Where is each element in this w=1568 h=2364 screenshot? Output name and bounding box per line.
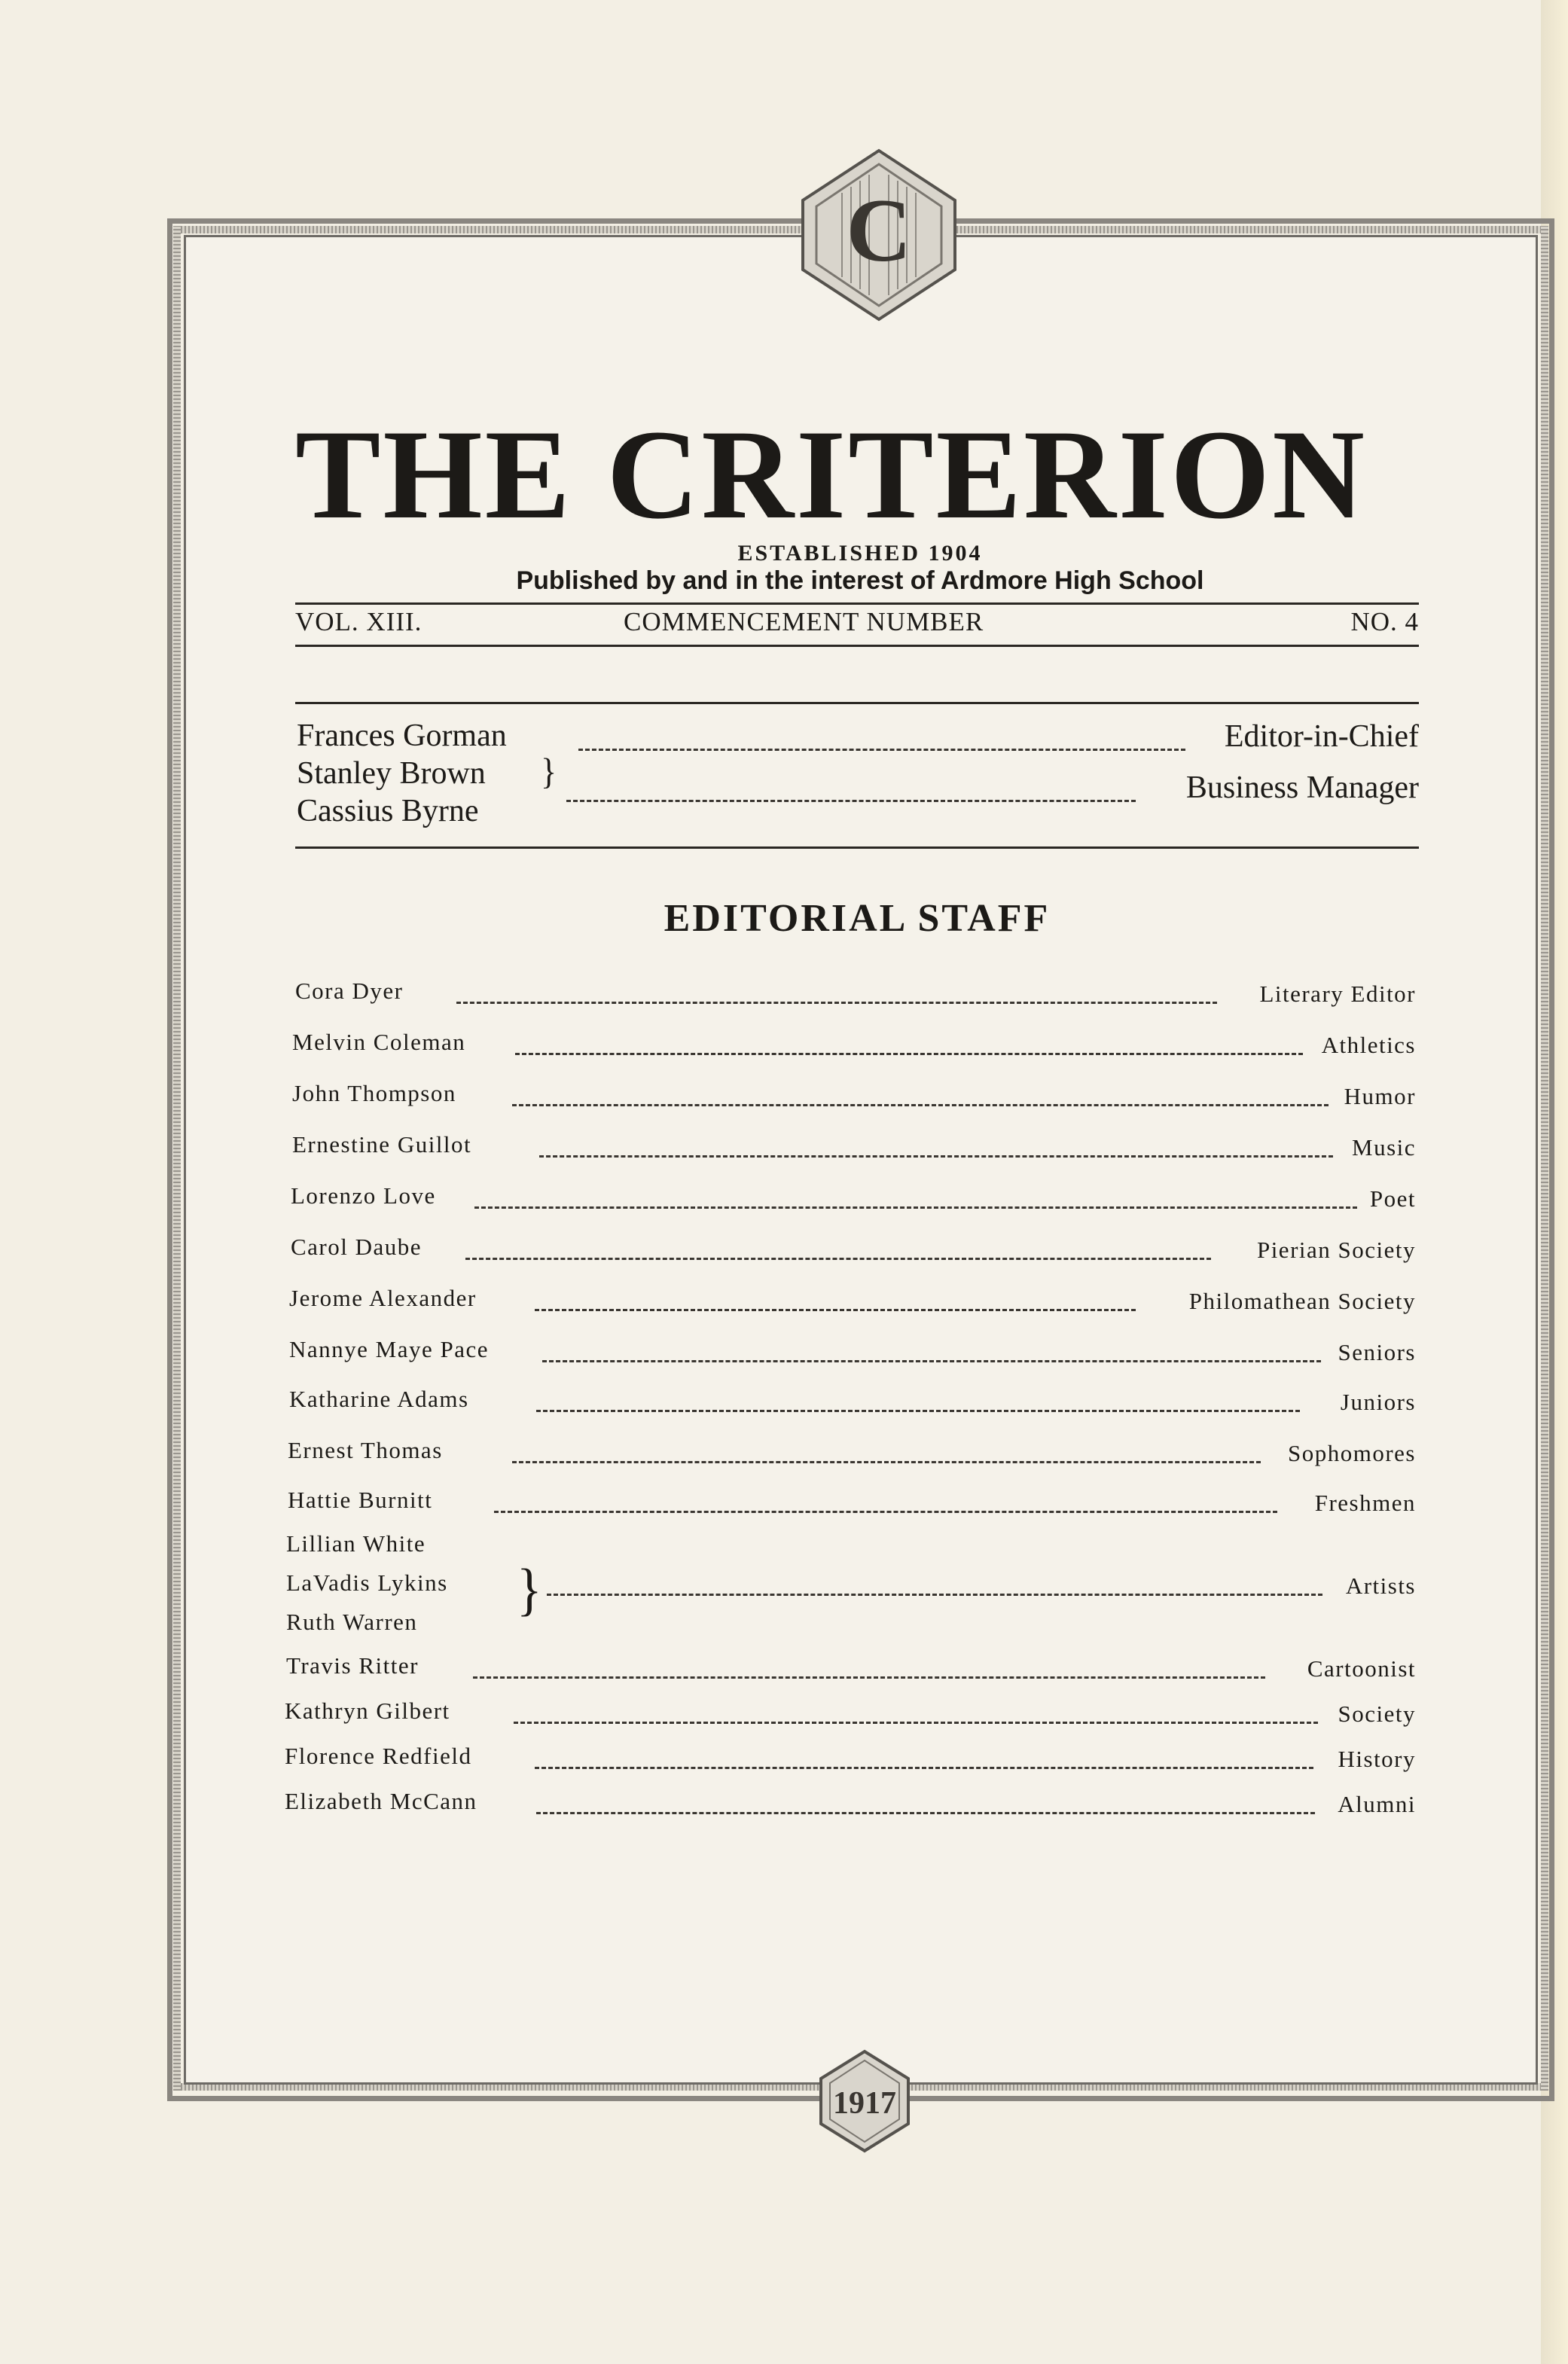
staff-name: Ruth Warren bbox=[286, 1609, 418, 1635]
officer-name: Frances Gorman bbox=[297, 718, 507, 753]
leader-dots bbox=[474, 1206, 1357, 1209]
published-line: Published by and in the interest of Ardmore High School bbox=[516, 566, 1204, 595]
page-title: THE CRITERION bbox=[295, 404, 1367, 545]
staff-name: Cora Dyer bbox=[295, 978, 404, 1004]
staff-role: Literary Editor bbox=[1259, 981, 1416, 1007]
leader-dots bbox=[536, 1812, 1315, 1814]
leader-dots bbox=[535, 1767, 1313, 1769]
staff-name: LaVadis Lykins bbox=[286, 1569, 448, 1596]
issue-info-row bbox=[295, 607, 1419, 640]
staff-name: Ernest Thomas bbox=[288, 1437, 443, 1463]
frame-hatch-right bbox=[1541, 226, 1548, 2091]
staff-role: Cartoonist bbox=[1307, 1655, 1416, 1682]
officer-role: Editor-in-Chief bbox=[1224, 719, 1419, 754]
staff-role: Sophomores bbox=[1288, 1440, 1416, 1466]
frame-hatch-left bbox=[173, 226, 181, 2091]
staff-role: Athletics bbox=[1321, 1032, 1416, 1058]
staff-name: Melvin Coleman bbox=[292, 1029, 466, 1055]
volume-label: VOL. XIII. bbox=[295, 607, 423, 636]
staff-name: John Thompson bbox=[292, 1080, 456, 1106]
staff-role: Poet bbox=[1369, 1185, 1416, 1212]
leader-dots bbox=[566, 800, 1136, 802]
staff-role: Society bbox=[1338, 1701, 1416, 1727]
leader-dots bbox=[542, 1360, 1321, 1362]
leader-dots bbox=[512, 1104, 1329, 1106]
leader-dots bbox=[547, 1594, 1322, 1596]
staff-role: Artists bbox=[1345, 1572, 1416, 1599]
svg-text:1917: 1917 bbox=[833, 2086, 896, 2121]
staff-name: Lorenzo Love bbox=[291, 1182, 436, 1209]
staff-name: Jerome Alexander bbox=[289, 1285, 477, 1311]
officer-role: Business Manager bbox=[1185, 770, 1419, 805]
brace-icon: } bbox=[541, 751, 557, 792]
staff-name: Katharine Adams bbox=[289, 1386, 469, 1412]
staff-name: Travis Ritter bbox=[286, 1652, 419, 1679]
leader-dots bbox=[514, 1722, 1318, 1724]
leader-dots bbox=[473, 1676, 1265, 1679]
staff-role: Philomathean Society bbox=[1188, 1288, 1416, 1314]
leader-dots bbox=[515, 1053, 1303, 1055]
staff-name: Elizabeth McCann bbox=[285, 1788, 477, 1814]
year-emblem-icon bbox=[816, 2048, 913, 2154]
staff-role: History bbox=[1338, 1746, 1416, 1772]
leader-dots bbox=[536, 1410, 1300, 1412]
leader-dots bbox=[535, 1309, 1136, 1311]
staff-name: Kathryn Gilbert bbox=[285, 1698, 450, 1724]
staff-role: Pierian Society bbox=[1256, 1237, 1416, 1263]
officers-rule-top bbox=[295, 702, 1419, 704]
staff-name: Ernestine Guillot bbox=[292, 1131, 472, 1158]
staff-name: Hattie Burnitt bbox=[288, 1487, 433, 1513]
staff-role: Seniors bbox=[1338, 1339, 1416, 1365]
officers-rule-bottom bbox=[295, 846, 1419, 849]
issue-title: COMMENCEMENT NUMBER bbox=[624, 607, 984, 636]
staff-role: Freshmen bbox=[1314, 1490, 1416, 1516]
issue-number: NO. 4 bbox=[1350, 607, 1419, 636]
leader-dots bbox=[539, 1155, 1333, 1158]
staff-name: Florence Redfield bbox=[285, 1743, 472, 1769]
staff-role: Music bbox=[1352, 1134, 1416, 1161]
staff-role: Humor bbox=[1344, 1083, 1416, 1109]
officer-name: Cassius Byrne bbox=[297, 794, 479, 828]
brace-icon: } bbox=[517, 1558, 542, 1622]
established-line: ESTABLISHED 1904 bbox=[737, 541, 983, 566]
officer-name: Stanley Brown bbox=[297, 756, 486, 791]
c-emblem-icon bbox=[797, 148, 961, 322]
officer-names bbox=[297, 717, 507, 830]
leader-dots bbox=[512, 1461, 1261, 1463]
leader-dots bbox=[465, 1258, 1211, 1260]
staff-role: Juniors bbox=[1340, 1389, 1416, 1415]
masthead-rule-top bbox=[295, 602, 1419, 605]
leader-dots bbox=[456, 1002, 1217, 1004]
svg-text:C: C bbox=[846, 180, 912, 280]
staff-name: Nannye Maye Pace bbox=[289, 1336, 490, 1362]
leader-dots bbox=[578, 749, 1185, 751]
masthead-rule-bottom bbox=[295, 645, 1419, 647]
staff-name: Lillian White bbox=[286, 1530, 426, 1557]
leader-dots bbox=[494, 1511, 1277, 1513]
staff-heading: EDITORIAL STAFF bbox=[664, 897, 1051, 940]
staff-name: Carol Daube bbox=[291, 1234, 423, 1260]
staff-role: Alumni bbox=[1338, 1791, 1416, 1817]
